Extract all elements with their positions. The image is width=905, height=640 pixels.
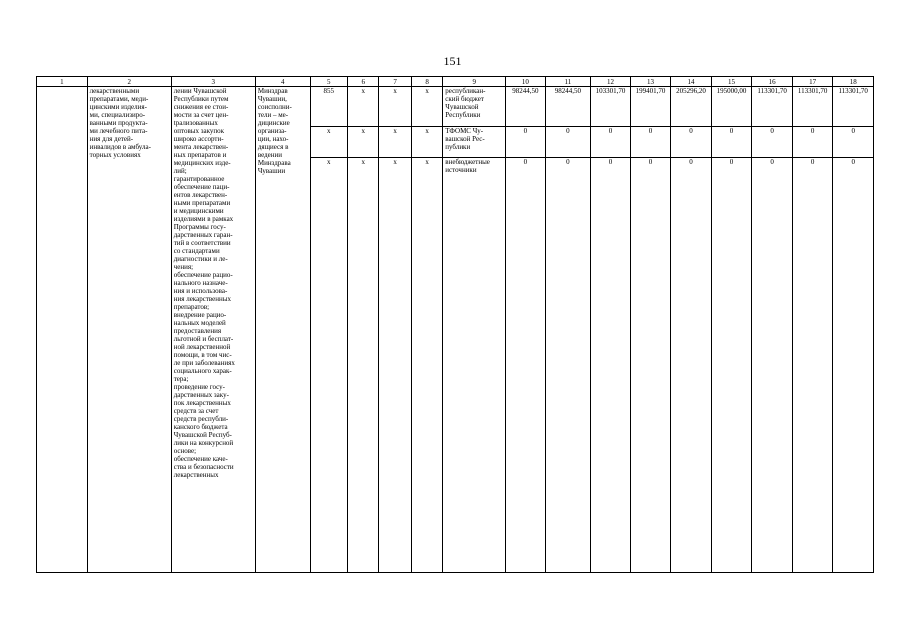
column-header: 11 <box>545 77 591 87</box>
column-header: 13 <box>630 77 671 87</box>
column-header: 10 <box>506 77 546 87</box>
value-cell: 0 <box>591 158 631 573</box>
value-cell: 113301,70 <box>752 87 793 127</box>
code-cell: x <box>348 87 379 127</box>
budget-table <box>36 76 874 573</box>
column-header: 6 <box>348 77 379 87</box>
code-cell: x <box>411 87 442 127</box>
value-cell: 199401,70 <box>630 87 671 127</box>
value-cell: 0 <box>833 127 874 158</box>
column-header: 5 <box>310 77 347 87</box>
column-header: 14 <box>671 77 712 87</box>
value-cell: 0 <box>752 158 793 573</box>
code-cell: x <box>310 158 347 573</box>
code-cell: x <box>348 158 379 573</box>
value-cell: 0 <box>545 127 591 158</box>
code-cell: x <box>310 127 347 158</box>
target-group-cell: лекарственными препаратами, меди- цинскими изделия- ми, специализиро- ванными продукта- ми лечебного пита- ния для детей- инвалидов в амбула- торных условиях <box>87 87 171 573</box>
value-cell: 0 <box>506 158 546 573</box>
code-cell: x <box>348 127 379 158</box>
row-number-cell <box>37 87 88 573</box>
column-header: 15 <box>711 77 752 87</box>
column-header: 4 <box>255 77 310 87</box>
value-cell: 103301,70 <box>591 87 631 127</box>
column-header: 17 <box>792 77 833 87</box>
responsible-executor-cell: Минздрав Чувашии, соисполни- тели – ме- дицинские организа- ции, нахо- дящиеся в ведении Минздрава Чувашии <box>255 87 310 573</box>
column-number-row <box>37 77 874 87</box>
code-cell: x <box>379 87 411 127</box>
page-number: 151 <box>443 54 462 68</box>
value-cell: 0 <box>671 127 712 158</box>
value-cell: 0 <box>792 127 833 158</box>
value-cell: 0 <box>630 158 671 573</box>
value-cell: 0 <box>752 127 793 158</box>
value-cell: 195000,00 <box>711 87 752 127</box>
table-row <box>37 87 874 127</box>
funding-source-cell: ТФОМС Чу- вашской Рес- публики <box>443 127 506 158</box>
value-cell: 0 <box>545 158 591 573</box>
value-cell: 98244,50 <box>545 87 591 127</box>
value-cell: 0 <box>833 158 874 573</box>
code-cell: x <box>379 127 411 158</box>
value-cell: 0 <box>711 127 752 158</box>
value-cell: 0 <box>711 158 752 573</box>
value-cell: 205296,20 <box>671 87 712 127</box>
code-cell: x <box>379 158 411 573</box>
code-cell: x <box>411 158 442 573</box>
code-cell: x <box>411 127 442 158</box>
column-header: 7 <box>379 77 411 87</box>
value-cell: 113301,70 <box>833 87 874 127</box>
funding-source-cell: внебюджетные источники <box>443 158 506 573</box>
column-header: 12 <box>591 77 631 87</box>
code-cell: 855 <box>310 87 347 127</box>
column-header: 3 <box>171 77 255 87</box>
funding-source-cell: республикан- ский бюджет Чувашской Республики <box>443 87 506 127</box>
value-cell: 98244,50 <box>506 87 546 127</box>
measure-description-cell: лении Чувашской Республики путем снижения ее стои- мости за счет цен- tрализованных оптовых закупок широко ассорти- мента лекарствен- ных препаратов и медицинских изде- лий; гарантированное обеспечение паци- ентов лекарствен- ными препаратами и медицинскими изделиями в рамках Программы госу- дарственных гаран- тий в соответствии со стандартами диагностики и ле- чения; обеспечение рацио- нального назначе- ния и использова- ния лекарственных препаратов; внедрение рацио- нальных моделей предоставления льготной и бесплат- ной лекарственной помощи, в том чис- ле при заболеваниях социального харак- тера; проведение госу- дарственных заку- пок лекарственных средств за счет средств республи- канского бюджета Чувашской Респуб- лики на конкурсной основе; обеспечение каче- ства и безопасности лекарственных <box>171 87 255 573</box>
column-header: 1 <box>37 77 88 87</box>
column-header: 18 <box>833 77 874 87</box>
value-cell: 0 <box>630 127 671 158</box>
column-header: 16 <box>752 77 793 87</box>
column-header: 2 <box>87 77 171 87</box>
column-header: 8 <box>411 77 442 87</box>
value-cell: 0 <box>506 127 546 158</box>
value-cell: 0 <box>792 158 833 573</box>
value-cell: 113301,70 <box>792 87 833 127</box>
value-cell: 0 <box>671 158 712 573</box>
value-cell: 0 <box>591 127 631 158</box>
column-header: 9 <box>443 77 506 87</box>
